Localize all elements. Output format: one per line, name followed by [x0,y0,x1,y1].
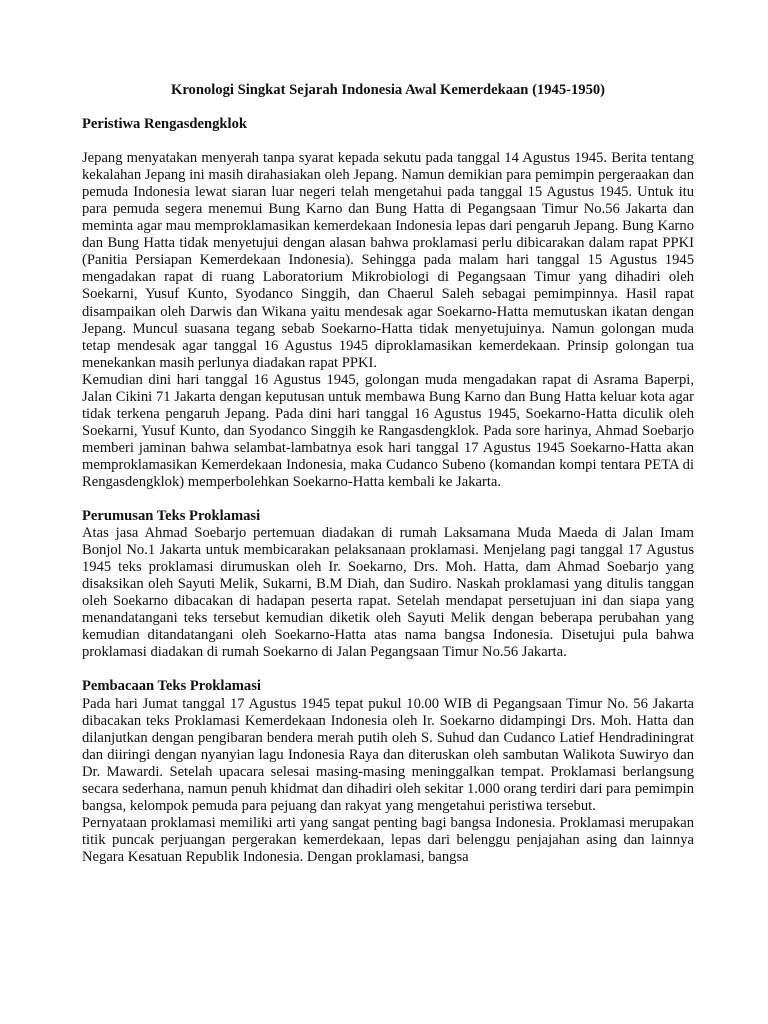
section-gap [82,491,694,508]
document-page [82,82,694,866]
section-heading-pembacaan: Pembacaan Teks Proklamasi [82,678,261,695]
paragraph-gap [82,133,694,150]
section-gap [82,661,694,678]
section-heading-rengasdengklok: Peristiwa Rengasdengklok [82,116,247,133]
paragraph: Pada hari Jumat tanggal 17 Agustus 1945 tepat pukul 10.00 WIB di Pegangsaan Timur No. 56 Jakarta dibacakan teks Proklamasi Kemerdekaan Indonesia oleh Ir. Soekarno didampingi Drs. Moh. Hatta dan dilanjutkan dengan pengibaran bendera merah putih oleh S. Suhud dan Cudanco Latief Hendradiningrat dan diiringi dengan nyanyian lagu Indonesia Raya dan diteruskan oleh sambutan Walikota Suwiryo dan Dr. Mawardi. Setelah upacara selesai masing-masing meninggalkan tempat. Proklamasi berlangsung secara sederhana, namun penuh khidmat dan dihadiri oleh sekitar 1.000 orang terdiri dari para pemimpin bangsa, kelompok pemuda para pejuang dan rakyat yang mengetahui peristiwa tersebut. [82,695,694,814]
paragraph: Atas jasa Ahmad Soebarjo pertemuan diadakan di rumah Laksamana Muda Maeda di Jalan Imam Bonjol No.1 Jakarta untuk membicarakan pelaksanaan proklamasi. Menjelang pagi tanggal 17 Agustus 1945 teks proklamasi dirumuskan oleh Ir. Soekarno, Drs. Moh. Hatta, dam Ahmad Soebarjo yang disaksikan oleh Sayuti Melik, Sukarni, B.M Diah, dan Sudiro. Naskah proklamasi yang ditulis tanggan oleh Soekarno dibacakan di hadapan peserta rapat. Setelah mendapat persetujuan ini dan siapa yang menandatangani teks tersebut kemudian diketik oleh Sayuti Melik dengan beberapa perubahan yang kemudian ditandatangani oleh Soekarno-Hatta atas nama bangsa Indonesia. Disetujui pula bahwa proklamasi diadakan di rumah Soekarno di Jalan Pegangsaan Timur No.56 Jakarta. [82,525,694,661]
paragraph: Kemudian dini hari tanggal 16 Agustus 1945, golongan muda mengadakan rapat di Asrama Baperpi, Jalan Cikini 71 Jakarta dengan keputusan untuk membawa Bung Karno dan Bung Hatta keluar kota agar tidak terkena pengaruh Jepang. Pada dini hari tanggal 16 Agustus 1945, Soekarno-Hatta diculik oleh Soekarni, Yusuf Kunto, dan Syodanco Singgih ke Rangasdengklok. Pada sore harinya, Ahmad Soebarjo memberi jaminan bahwa selambat-lambatnya esok hari tanggal 17 Agustus 1945 Soekarno-Hatta akan memproklamasikan Kemerdekaan Indonesia, maka Cudanco Subeno (komandan kompi tentara PETA di Rengasdengklok) memperbolehkan Soekarno-Hatta kembali ke Jakarta. [82,371,694,490]
section-heading-perumusan: Perumusan Teks Proklamasi [82,508,261,525]
paragraph: Jepang menyatakan menyerah tanpa syarat kepada sekutu pada tanggal 14 Agustus 1945. Berita tentang kekalahan Jepang ini masih dirahasiakan oleh Jepang. Namun demikian para pemimpin pergeraakan dan pemuda Indonesia lewat siaran luar negeri telah mengetahui pada tanggal 15 Agustus 1945. Untuk itu para pemuda segera menemui Bung Karno dan Bung Hatta di Pegangsaan Timur No.56 Jakarta dan meminta agar mau memproklamasikan kemerdekaan Indonesia lepas dari pengaruh Jepang. Bung Karno dan Bung Hatta tidak menyetujui dengan alasan bahwa proklamasi perlu dibicarakan dalam rapat PPKI (Panitia Persiapan Kemerdekaan Indonesia). Sehingga pada malam hari tanggal 15 Agustus 1945 mengadakan rapat di ruang Laboratorium Mikrobiologi di Pegangsaan Timur yang dihadiri oleh Soekarni, Yusuf Kunto, Syodanco Singgih, dan Chaerul Saleh sebagai pemimpinnya. Hasil rapat disampaikan oleh Darwis dan Wikana yaitu mendesak agar Soekarno-Hatta memutuskan ikatan dengan Jepang. Muncul suasana tegang sebab Soekarno-Hatta tidak menyetujuinya. Namun golongan muda tetap mendesak agar tanggal 16 Agustus 1945 diproklamasikan kemerdekaan. Prinsip golongan tua menekankan masih perlunya diadakan rapat PPKI. [82,150,694,371]
paragraph: Pernyataan proklamasi memiliki arti yang sangat penting bagi bangsa Indonesia. Proklamasi merupakan titik puncak perjuangan pergerakan kemerdekaan, lepas dari belenggu penjajahan asing dan lainnya Negara Kesatuan Republik Indonesia. Dengan proklamasi, bangsa [82,814,694,865]
document-title: Kronologi Singkat Sejarah Indonesia Awal Kemerdekaan (1945-1950) [170,82,606,98]
